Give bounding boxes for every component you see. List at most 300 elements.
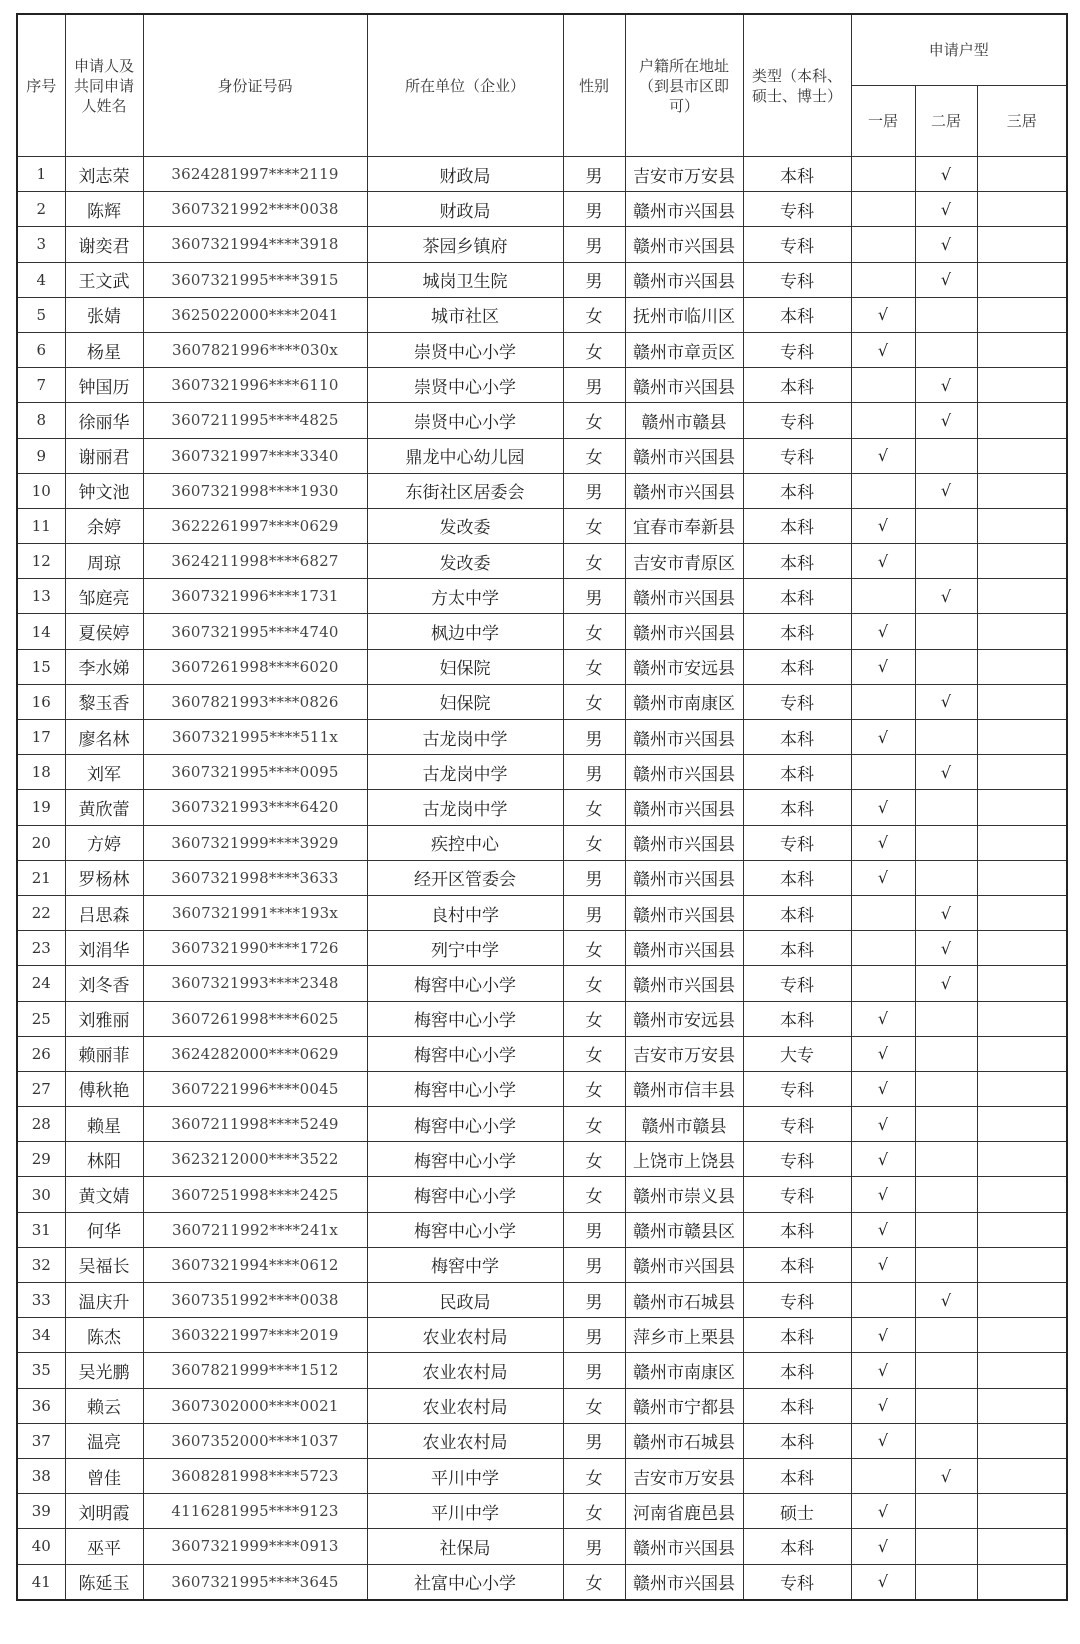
table-row [17,192,1067,227]
table-row [17,1283,1067,1318]
cell-three-room-check [977,1036,1067,1071]
cell-one-room-check [851,1283,915,1318]
cell-gender: 女 [563,614,625,649]
cell-degree-type: 本科 [743,1212,851,1247]
cell-degree-type: 本科 [743,1458,851,1493]
table-row [17,1494,1067,1529]
cell-one-room-check [851,684,915,719]
cell-gender: 女 [563,544,625,579]
table-row [17,544,1067,579]
cell-address: 萍乡市上栗县 [625,1318,743,1353]
cell-id-number: 3607321995****0095 [143,755,367,790]
cell-seq: 17 [17,720,65,755]
cell-degree-type: 本科 [743,1001,851,1036]
cell-id-number: 3607321999****3929 [143,825,367,860]
cell-one-room-check: √ [851,790,915,825]
cell-degree-type: 专科 [743,1142,851,1177]
cell-address: 赣州市赣县 [625,1107,743,1142]
cell-seq: 24 [17,966,65,1001]
cell-degree-type: 本科 [743,720,851,755]
cell-two-room-check: √ [915,192,977,227]
cell-unit: 社保局 [367,1529,563,1564]
cell-seq: 3 [17,227,65,262]
cell-name: 赖丽菲 [65,1036,143,1071]
cell-unit: 古龙岗中学 [367,755,563,790]
cell-one-room-check: √ [851,1318,915,1353]
cell-degree-type: 专科 [743,1177,851,1212]
cell-seq: 7 [17,368,65,403]
cell-name: 余婷 [65,508,143,543]
table-row [17,508,1067,543]
table-row [17,332,1067,367]
cell-degree-type: 本科 [743,1388,851,1423]
cell-name: 黎玉香 [65,684,143,719]
cell-address: 河南省鹿邑县 [625,1494,743,1529]
cell-seq: 39 [17,1494,65,1529]
table-body [17,157,1067,1600]
table-row [17,1388,1067,1423]
cell-id-number: 3607321995****4740 [143,614,367,649]
cell-id-number: 3607251998****2425 [143,1177,367,1212]
cell-name: 曾佳 [65,1458,143,1493]
cell-three-room-check [977,1212,1067,1247]
cell-seq: 9 [17,438,65,473]
cell-name: 罗杨林 [65,860,143,895]
header-id: 身份证号码 [143,14,367,157]
cell-seq: 37 [17,1423,65,1458]
cell-address: 赣州市兴国县 [625,966,743,1001]
cell-name: 谢奕君 [65,227,143,262]
cell-two-room-check [915,720,977,755]
cell-three-room-check [977,895,1067,930]
cell-three-room-check [977,262,1067,297]
cell-address: 赣州市兴国县 [625,720,743,755]
cell-two-room-check [915,1494,977,1529]
cell-gender: 女 [563,438,625,473]
cell-one-room-check: √ [851,649,915,684]
table-row [17,1177,1067,1212]
cell-id-number: 3607321999****0913 [143,1529,367,1564]
table-row [17,649,1067,684]
cell-name: 廖名林 [65,720,143,755]
cell-degree-type: 本科 [743,544,851,579]
cell-seq: 38 [17,1458,65,1493]
cell-unit: 古龙岗中学 [367,720,563,755]
cell-unit: 梅窖中心小学 [367,1001,563,1036]
cell-one-room-check: √ [851,1423,915,1458]
cell-id-number: 3607351992****0038 [143,1283,367,1318]
cell-name: 周琼 [65,544,143,579]
cell-name: 赖云 [65,1388,143,1423]
cell-address: 赣州市南康区 [625,684,743,719]
cell-two-room-check: √ [915,966,977,1001]
cell-one-room-check [851,403,915,438]
cell-two-room-check [915,1177,977,1212]
cell-two-room-check [915,1423,977,1458]
cell-seq: 26 [17,1036,65,1071]
cell-two-room-check [915,544,977,579]
cell-three-room-check [977,1283,1067,1318]
cell-id-number: 3607321994****0612 [143,1247,367,1282]
cell-seq: 14 [17,614,65,649]
cell-id-number: 3607261998****6025 [143,1001,367,1036]
cell-unit: 经开区管委会 [367,860,563,895]
cell-id-number: 3607321995****511x [143,720,367,755]
cell-address: 吉安市万安县 [625,1458,743,1493]
cell-two-room-check [915,1564,977,1600]
cell-unit: 枫边中学 [367,614,563,649]
cell-name: 刘雅丽 [65,1001,143,1036]
cell-degree-type: 专科 [743,262,851,297]
header-name: 申请人及共同申请人姓名 [65,14,143,157]
cell-unit: 茶园乡镇府 [367,227,563,262]
cell-address: 赣州市兴国县 [625,579,743,614]
cell-name: 吴光鹏 [65,1353,143,1388]
cell-one-room-check: √ [851,825,915,860]
cell-unit: 城市社区 [367,297,563,332]
cell-three-room-check [977,403,1067,438]
cell-id-number: 3607321996****1731 [143,579,367,614]
table-row [17,297,1067,332]
cell-seq: 2 [17,192,65,227]
cell-address: 赣州市兴国县 [625,262,743,297]
cell-address: 赣州市兴国县 [625,895,743,930]
cell-unit: 梅窖中心小学 [367,1142,563,1177]
cell-address: 赣州市兴国县 [625,755,743,790]
cell-unit: 东街社区居委会 [367,473,563,508]
cell-address: 赣州市兴国县 [625,825,743,860]
cell-gender: 女 [563,403,625,438]
cell-address: 宜春市奉新县 [625,508,743,543]
cell-id-number: 3607321995****3915 [143,262,367,297]
cell-id-number: 3607211995****4825 [143,403,367,438]
cell-three-room-check [977,790,1067,825]
cell-degree-type: 本科 [743,614,851,649]
cell-id-number: 3607321995****3645 [143,1564,367,1600]
cell-seq: 5 [17,297,65,332]
table-row [17,262,1067,297]
cell-degree-type: 本科 [743,579,851,614]
cell-unit: 城岗卫生院 [367,262,563,297]
cell-gender: 男 [563,473,625,508]
cell-degree-type: 本科 [743,755,851,790]
cell-seq: 31 [17,1212,65,1247]
cell-address: 赣州市兴国县 [625,473,743,508]
cell-degree-type: 专科 [743,1107,851,1142]
table-row [17,1142,1067,1177]
cell-unit: 平川中学 [367,1494,563,1529]
cell-degree-type: 专科 [743,227,851,262]
cell-name: 王文武 [65,262,143,297]
table-row [17,1423,1067,1458]
cell-name: 陈辉 [65,192,143,227]
cell-two-room-check: √ [915,895,977,930]
cell-gender: 女 [563,684,625,719]
cell-name: 林阳 [65,1142,143,1177]
cell-unit: 农业农村局 [367,1353,563,1388]
cell-unit: 方太中学 [367,579,563,614]
cell-name: 方婷 [65,825,143,860]
cell-seq: 10 [17,473,65,508]
cell-one-room-check [851,895,915,930]
cell-seq: 34 [17,1318,65,1353]
cell-degree-type: 本科 [743,508,851,543]
cell-address: 赣州市兴国县 [625,192,743,227]
cell-unit: 古龙岗中学 [367,790,563,825]
cell-degree-type: 专科 [743,438,851,473]
cell-unit: 梅窖中心小学 [367,1107,563,1142]
cell-seq: 29 [17,1142,65,1177]
cell-address: 赣州市石城县 [625,1283,743,1318]
cell-one-room-check [851,368,915,403]
cell-two-room-check [915,614,977,649]
cell-gender: 女 [563,1001,625,1036]
cell-id-number: 3622261997****0629 [143,508,367,543]
cell-two-room-check [915,438,977,473]
cell-three-room-check [977,1177,1067,1212]
cell-unit: 农业农村局 [367,1388,563,1423]
cell-one-room-check: √ [851,332,915,367]
cell-one-room-check: √ [851,297,915,332]
cell-one-room-check: √ [851,1388,915,1423]
cell-degree-type: 本科 [743,1423,851,1458]
cell-id-number: 3607352000****1037 [143,1423,367,1458]
header-gender: 性别 [563,14,625,157]
cell-address: 吉安市青原区 [625,544,743,579]
cell-address: 赣州市宁都县 [625,1388,743,1423]
cell-gender: 女 [563,1494,625,1529]
cell-two-room-check: √ [915,157,977,192]
cell-id-number: 3607211998****5249 [143,1107,367,1142]
cell-id-number: 3607321991****193x [143,895,367,930]
header-one-room: 一居 [851,86,915,157]
cell-address: 抚州市临川区 [625,297,743,332]
cell-name: 杨星 [65,332,143,367]
cell-gender: 女 [563,649,625,684]
cell-degree-type: 大专 [743,1036,851,1071]
cell-seq: 27 [17,1071,65,1106]
cell-address: 赣州市信丰县 [625,1071,743,1106]
cell-name: 黄欣蕾 [65,790,143,825]
cell-seq: 6 [17,332,65,367]
cell-two-room-check [915,1529,977,1564]
cell-address: 赣州市兴国县 [625,931,743,966]
table-row [17,227,1067,262]
cell-gender: 女 [563,1036,625,1071]
header-apply-type: 申请户型 [851,14,1067,86]
table-row [17,895,1067,930]
cell-degree-type: 专科 [743,684,851,719]
cell-gender: 男 [563,895,625,930]
cell-three-room-check [977,860,1067,895]
cell-three-room-check [977,1564,1067,1600]
cell-name: 何华 [65,1212,143,1247]
cell-name: 赖星 [65,1107,143,1142]
cell-seq: 22 [17,895,65,930]
cell-one-room-check: √ [851,614,915,649]
cell-seq: 21 [17,860,65,895]
cell-name: 傅秋艳 [65,1071,143,1106]
cell-one-room-check [851,192,915,227]
cell-degree-type: 本科 [743,1318,851,1353]
table-row [17,720,1067,755]
cell-two-room-check: √ [915,755,977,790]
cell-id-number: 4116281995****9123 [143,1494,367,1529]
cell-address: 赣州市兴国县 [625,790,743,825]
cell-name: 温庆升 [65,1283,143,1318]
cell-unit: 梅窖中心小学 [367,1177,563,1212]
cell-two-room-check [915,649,977,684]
cell-one-room-check [851,157,915,192]
cell-address: 赣州市石城县 [625,1423,743,1458]
cell-unit: 鼎龙中心幼儿园 [367,438,563,473]
cell-one-room-check: √ [851,544,915,579]
cell-seq: 28 [17,1107,65,1142]
cell-two-room-check [915,1212,977,1247]
cell-three-room-check [977,157,1067,192]
cell-gender: 男 [563,1283,625,1318]
cell-seq: 8 [17,403,65,438]
cell-two-room-check [915,1107,977,1142]
table-row [17,966,1067,1001]
cell-degree-type: 本科 [743,649,851,684]
cell-two-room-check [915,508,977,543]
cell-gender: 男 [563,579,625,614]
cell-name: 陈延玉 [65,1564,143,1600]
cell-two-room-check: √ [915,684,977,719]
cell-two-room-check [915,332,977,367]
cell-three-room-check [977,1071,1067,1106]
cell-degree-type: 专科 [743,332,851,367]
cell-three-room-check [977,684,1067,719]
cell-unit: 梅窖中心小学 [367,966,563,1001]
cell-seq: 40 [17,1529,65,1564]
cell-unit: 发改委 [367,508,563,543]
cell-three-room-check [977,192,1067,227]
table-header [17,14,1067,157]
cell-one-room-check: √ [851,1564,915,1600]
cell-id-number: 3607321998****3633 [143,860,367,895]
cell-gender: 女 [563,1142,625,1177]
cell-name: 刘军 [65,755,143,790]
cell-id-number: 3607211992****241x [143,1212,367,1247]
cell-unit: 妇保院 [367,649,563,684]
cell-degree-type: 本科 [743,368,851,403]
cell-id-number: 3607321993****6420 [143,790,367,825]
cell-id-number: 3624281997****2119 [143,157,367,192]
cell-name: 邹庭亮 [65,579,143,614]
header-three-room: 三居 [977,86,1067,157]
cell-degree-type: 专科 [743,1564,851,1600]
cell-gender: 男 [563,720,625,755]
cell-seq: 35 [17,1353,65,1388]
cell-degree-type: 本科 [743,473,851,508]
cell-unit: 崇贤中心小学 [367,332,563,367]
cell-seq: 4 [17,262,65,297]
cell-two-room-check [915,790,977,825]
cell-gender: 女 [563,1177,625,1212]
cell-unit: 梅窖中心小学 [367,1212,563,1247]
cell-gender: 女 [563,1107,625,1142]
cell-three-room-check [977,1001,1067,1036]
cell-three-room-check [977,1353,1067,1388]
cell-two-room-check: √ [915,1283,977,1318]
cell-three-room-check [977,227,1067,262]
cell-unit: 梅窖中心小学 [367,1071,563,1106]
cell-one-room-check [851,227,915,262]
cell-degree-type: 专科 [743,1071,851,1106]
cell-gender: 女 [563,1564,625,1600]
cell-address: 赣州市南康区 [625,1353,743,1388]
cell-id-number: 3624211998****6827 [143,544,367,579]
cell-address: 赣州市兴国县 [625,614,743,649]
cell-three-room-check [977,755,1067,790]
cell-seq: 32 [17,1247,65,1282]
cell-id-number: 3624282000****0629 [143,1036,367,1071]
table-row [17,1353,1067,1388]
cell-degree-type: 本科 [743,790,851,825]
cell-address: 赣州市安远县 [625,1001,743,1036]
cell-unit: 梅窖中学 [367,1247,563,1282]
cell-address: 赣州市章贡区 [625,332,743,367]
cell-seq: 33 [17,1283,65,1318]
cell-three-room-check [977,1458,1067,1493]
cell-seq: 19 [17,790,65,825]
cell-address: 赣州市兴国县 [625,1529,743,1564]
cell-id-number: 3607821993****0826 [143,684,367,719]
cell-two-room-check [915,1247,977,1282]
table-row [17,790,1067,825]
cell-two-room-check [915,1036,977,1071]
cell-unit: 梅窖中心小学 [367,1036,563,1071]
cell-three-room-check [977,720,1067,755]
cell-one-room-check: √ [851,1107,915,1142]
cell-one-room-check [851,1458,915,1493]
cell-two-room-check: √ [915,1458,977,1493]
cell-degree-type: 本科 [743,1353,851,1388]
cell-gender: 男 [563,1423,625,1458]
cell-unit: 财政局 [367,157,563,192]
cell-degree-type: 专科 [743,192,851,227]
cell-two-room-check: √ [915,579,977,614]
table-row [17,1247,1067,1282]
cell-seq: 41 [17,1564,65,1600]
cell-two-room-check: √ [915,368,977,403]
cell-seq: 13 [17,579,65,614]
table-row [17,403,1067,438]
cell-seq: 15 [17,649,65,684]
cell-address: 赣州市兴国县 [625,368,743,403]
cell-id-number: 3607321998****1930 [143,473,367,508]
cell-three-room-check [977,332,1067,367]
cell-two-room-check: √ [915,473,977,508]
cell-one-room-check: √ [851,1494,915,1529]
cell-one-room-check: √ [851,508,915,543]
cell-address: 赣州市兴国县 [625,1247,743,1282]
cell-name: 刘明霞 [65,1494,143,1529]
cell-unit: 妇保院 [367,684,563,719]
cell-gender: 女 [563,332,625,367]
cell-one-room-check: √ [851,438,915,473]
table-row [17,579,1067,614]
table-row [17,1212,1067,1247]
cell-three-room-check [977,297,1067,332]
cell-seq: 36 [17,1388,65,1423]
cell-address: 赣州市兴国县 [625,860,743,895]
cell-two-room-check [915,1142,977,1177]
cell-gender: 女 [563,1388,625,1423]
cell-gender: 男 [563,227,625,262]
